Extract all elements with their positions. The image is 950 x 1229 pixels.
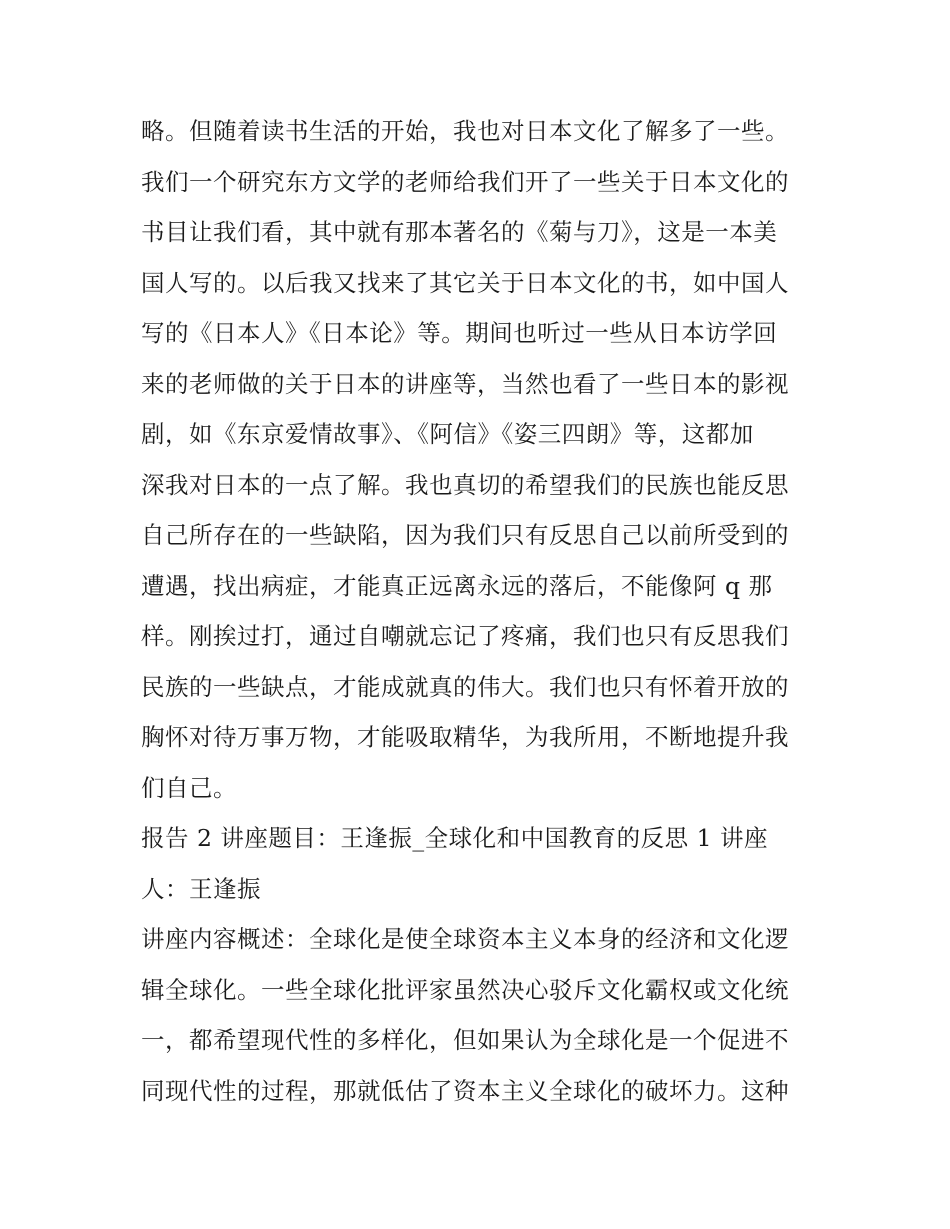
text-line: 遭遇，找出病症，才能真正远离永远的落后，不能像阿 q 那 [141, 571, 773, 600]
text-line: 样。刚挨过打，通过自嘲就忘记了疼痛，我们也只有反思我们 [141, 622, 789, 650]
summary-line: 辑全球化。一些全球化批评家虽然决心驳斥文化霸权或文化统 [141, 975, 789, 1004]
summary-line: 同现代性的过程，那就低估了资本主义全球化的破坏力。这种 [141, 1076, 789, 1105]
body-text [141, 106, 821, 1116]
report-heading-line: 报告 2 讲座题目：王逢振_全球化和中国教育的反思 1 讲座 [141, 824, 769, 852]
text-line: 胸怀对待万事万物，才能吸取精华，为我所用，不断地提升我 [141, 723, 789, 751]
text-line: 写的《日本人》《日本论》等。期间也听过一些从日本访学回 [141, 319, 778, 347]
text-line: 我们一个研究东方文学的老师给我们开了一些关于日本文化的 [141, 167, 789, 196]
text-line: 民族的一些缺点，才能成就真的伟大。我们也只有怀着开放的 [141, 672, 789, 701]
speaker-line: 人：王逢振 [141, 874, 261, 903]
text-line: 来的老师做的关于日本的讲座等，当然也看了一些日本的影视 [141, 369, 789, 398]
text-line: 略。但随着读书生活的开始，我也对日本文化了解多了一些。 [141, 117, 789, 145]
text-line: 国人写的。以后我又找来了其它关于日本文化的书，如中国人 [141, 268, 789, 297]
text-line: 们自己。 [141, 773, 237, 802]
text-line: 深我对日本的一点了解。我也真切的希望我们的民族也能反思 [141, 470, 789, 499]
summary-line: 一，都希望现代性的多样化，但如果认为全球化是一个促进不 [141, 1026, 789, 1054]
text-line: 剧，如《东京爱情故事》、《阿信》《姿三四朗》等，这都加 [141, 420, 754, 448]
text-line: 自己所存在的一些缺陷，因为我们只有反思自己以前所受到的 [141, 521, 789, 549]
text-line: 书目让我们看，其中就有那本著名的《菊与刀》，这是一本美 [141, 218, 778, 246]
summary-line: 讲座内容概述：全球化是使全球资本主义本身的经济和文化逻 [141, 925, 789, 953]
